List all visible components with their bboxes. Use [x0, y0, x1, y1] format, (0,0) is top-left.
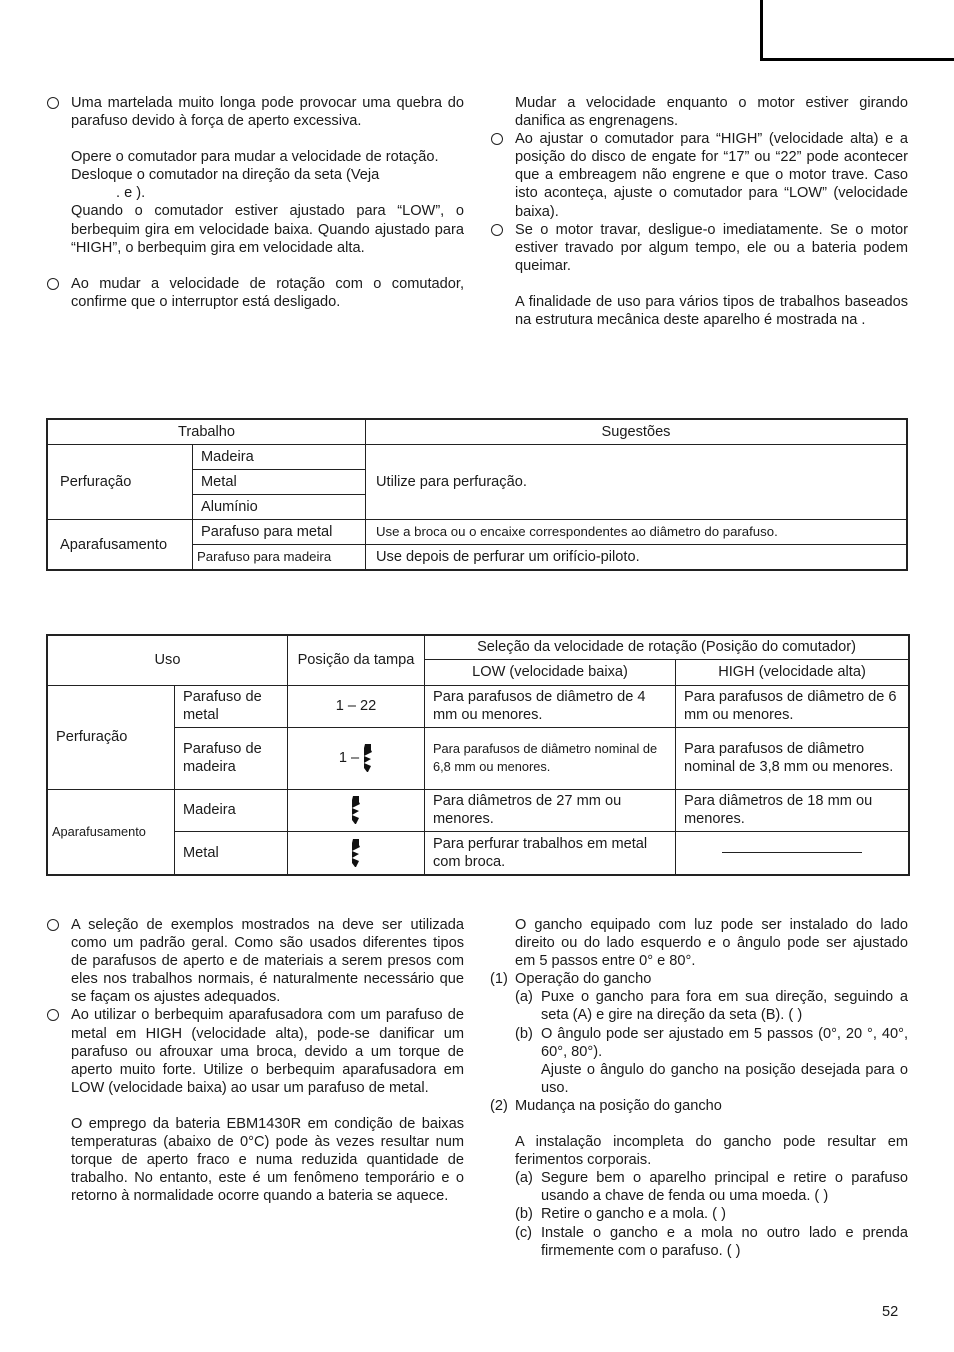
paragraph: O gancho equipado com luz pode ser instalado do lado direito ou do lado esquerdo e o ângulo pode ser ajustado em 5 passos entre 0° e 80°.	[515, 917, 908, 970]
r2-pos-text: 1 –	[338, 749, 360, 766]
cell-r1-pos: 1 – 22	[288, 685, 425, 727]
dash-line	[722, 852, 862, 853]
paragraph: A instalação incompleta do gancho pode resultar em ferimentos corporais.	[515, 1134, 908, 1169]
cell-r4-pos	[288, 831, 425, 875]
cell-r2-pos	[288, 727, 425, 789]
right-column-top	[490, 94, 908, 329]
speed-selection-table	[46, 634, 910, 876]
cell-r1-high: Para parafusos de diâmetro de 6 mm ou menores.	[676, 685, 910, 727]
drill-icon	[351, 796, 361, 824]
cell-parafuso-metal: Parafuso para metal	[193, 520, 366, 545]
paragraph: Desloque o comutador na direção da seta (Veja	[71, 167, 380, 184]
lettered-item: (c) Instale o gancho e a mola no outro lado e prenda firmemente com o parafuso. ( )	[515, 1224, 908, 1259]
page-tab-box	[760, 0, 954, 61]
lettered-item: (b) O ângulo pode ser ajustado em 5 passos (0°, 20 °, 40°, 60°, 80°).	[515, 1025, 908, 1060]
bullet-paragraph: Ao mudar a velocidade de rotação com o comutador, confirme que o interruptor está desligado.	[46, 275, 464, 311]
drill-icon	[363, 744, 373, 772]
header-sugestoes: Sugestões	[366, 419, 908, 445]
row-perfuracao: Perfuração	[47, 685, 175, 789]
bullet-paragraph: A seleção de exemplos mostrados na deve ser utilizada como um padrão geral. Como são usados diferentes tipos de parafusos de aperto e de materiais a serem presos com eles nos trabalhos normais, é naturalmente necessário que se façam os ajustes adequados.	[46, 916, 464, 1006]
paragraph: O emprego da bateria EBM1430R em condição de baixas temperaturas (abaixo de 0°C) pode às vezes resultar num torque de aperto fraco e numa reduzida quantidade de trabalho. No entanto, este é um fenômeno temporário e o retorno à normalidade ocorre quando a bateria se aquece.	[71, 1115, 464, 1205]
drill-icon	[351, 839, 361, 867]
header-trabalho: Trabalho	[47, 419, 366, 445]
cell-r4-low: Para perfurar trabalhos em metal com broca.	[425, 831, 676, 875]
cell-parafuso-madeira: Parafuso para madeira	[193, 545, 366, 571]
cell-perfuracao-sugestao: Utilize para perfuração.	[366, 445, 908, 520]
cell-r2-label: Parafuso de madeira	[175, 727, 288, 789]
header-high: HIGH (velocidade alta)	[676, 659, 910, 685]
cell-r3-label: Madeira	[175, 789, 288, 831]
bullet-paragraph: Ao ajustar o comutador para “HIGH” (velocidade alta) e a posição do disco de engate for “17” ou “22” pode acontecer que a embreagem não engrene e que o motor trave. Caso isto aconteça, ajuste o comutador para “LOW” (velocidade baixa).	[490, 130, 908, 220]
header-uso: Uso	[47, 635, 288, 685]
page-number: 52	[882, 1304, 899, 1320]
bullet-paragraph: Uma martelada muito longa pode provocar uma quebra do parafuso devido à força de aperto excessiva.	[46, 94, 464, 130]
left-column-top	[46, 94, 464, 311]
cell-r3-pos	[288, 789, 425, 831]
cell-metal: Metal	[193, 470, 366, 495]
cell-r1-low: Para parafusos de diâmetro de 4 mm ou menores.	[425, 685, 676, 727]
usage-table	[46, 418, 908, 571]
cell-r4-high	[676, 831, 910, 875]
lettered-item: (a) Puxe o gancho para fora em sua direção, seguindo a seta (A) e gire na direção da seta (B). ( )	[515, 989, 908, 1024]
cell-r2-low: Para parafusos de diâmetro nominal de 6,8 mm ou menores.	[425, 727, 676, 789]
cell-r1-label: Parafuso de metal	[175, 685, 288, 727]
cell-r3-high: Para diâmetros de 18 mm ou menores.	[676, 789, 910, 831]
row-perfuracao: Perfuração	[47, 445, 193, 520]
header-selecao: Seleção da velocidade de rotação (Posição do comutador)	[425, 635, 910, 659]
cell-parafuso-metal-sugestao: Use a broca ou o encaixe correspondentes ao diâmetro do parafuso.	[366, 520, 908, 545]
cell-aluminio: Alumínio	[193, 495, 366, 520]
cell-r3-low: Para diâmetros de 27 mm ou menores.	[425, 789, 676, 831]
header-posicao: Posição da tampa	[288, 635, 425, 685]
left-column-bottom	[46, 916, 464, 1205]
numbered-item: (2) Mudança na posição do gancho	[490, 1097, 722, 1114]
lettered-item: (b) Retire o gancho e a mola. ( )	[515, 1206, 726, 1223]
bullet-paragraph: Se o motor travar, desligue-o imediatamente. Se o motor estiver travado por algum tempo, ele ou a bateria podem queimar.	[490, 221, 908, 275]
row-aparafusamento: Aparafusamento	[47, 789, 175, 875]
bullet-paragraph: Ao utilizar o berbequim aparafusadora com um parafuso de metal em HIGH (velocidade alta), pode-se danificar um parafuso ou afrouxar uma broca, devido a um torque de aperto muito forte. Utilize o berbequim aparafusadora em LOW (velocidade baixa) ao usar um parafuso de metal.	[46, 1006, 464, 1096]
cell-madeira: Madeira	[193, 445, 366, 470]
paragraph: Opere o comutador para mudar a velocidade de rotação.	[71, 149, 439, 166]
header-low: LOW (velocidade baixa)	[425, 659, 676, 685]
lettered-item: (a) Segure bem o aparelho principal e retire o parafuso usando a chave de fenda ou uma moeda. ( )	[515, 1170, 908, 1205]
paragraph: Ajuste o ângulo do gancho na posição desejada para o uso.	[541, 1061, 908, 1096]
right-column-bottom	[490, 916, 908, 1260]
paragraph: . e ).	[116, 185, 146, 202]
row-aparafusamento: Aparafusamento	[47, 520, 193, 571]
paragraph: Mudar a velocidade enquanto o motor estiver girando danifica as engrenagens.	[515, 95, 908, 130]
cell-parafuso-madeira-sugestao: Use depois de perfurar um orifício-piloto.	[366, 545, 908, 571]
cell-r2-high: Para parafusos de diâmetro nominal de 3,8 mm ou menores.	[676, 727, 910, 789]
paragraph: Quando o comutador estiver ajustado para “LOW”, o berbequim gira em velocidade baixa. Quando ajustado para “HIGH”, o berbequim gira em velocidade alta.	[71, 203, 464, 256]
numbered-item: (1) Operação do gancho	[490, 971, 652, 988]
cell-r4-label: Metal	[175, 831, 288, 875]
paragraph: A finalidade de uso para vários tipos de trabalhos baseados na estrutura mecânica deste aparelho é mostrada na .	[515, 293, 908, 329]
